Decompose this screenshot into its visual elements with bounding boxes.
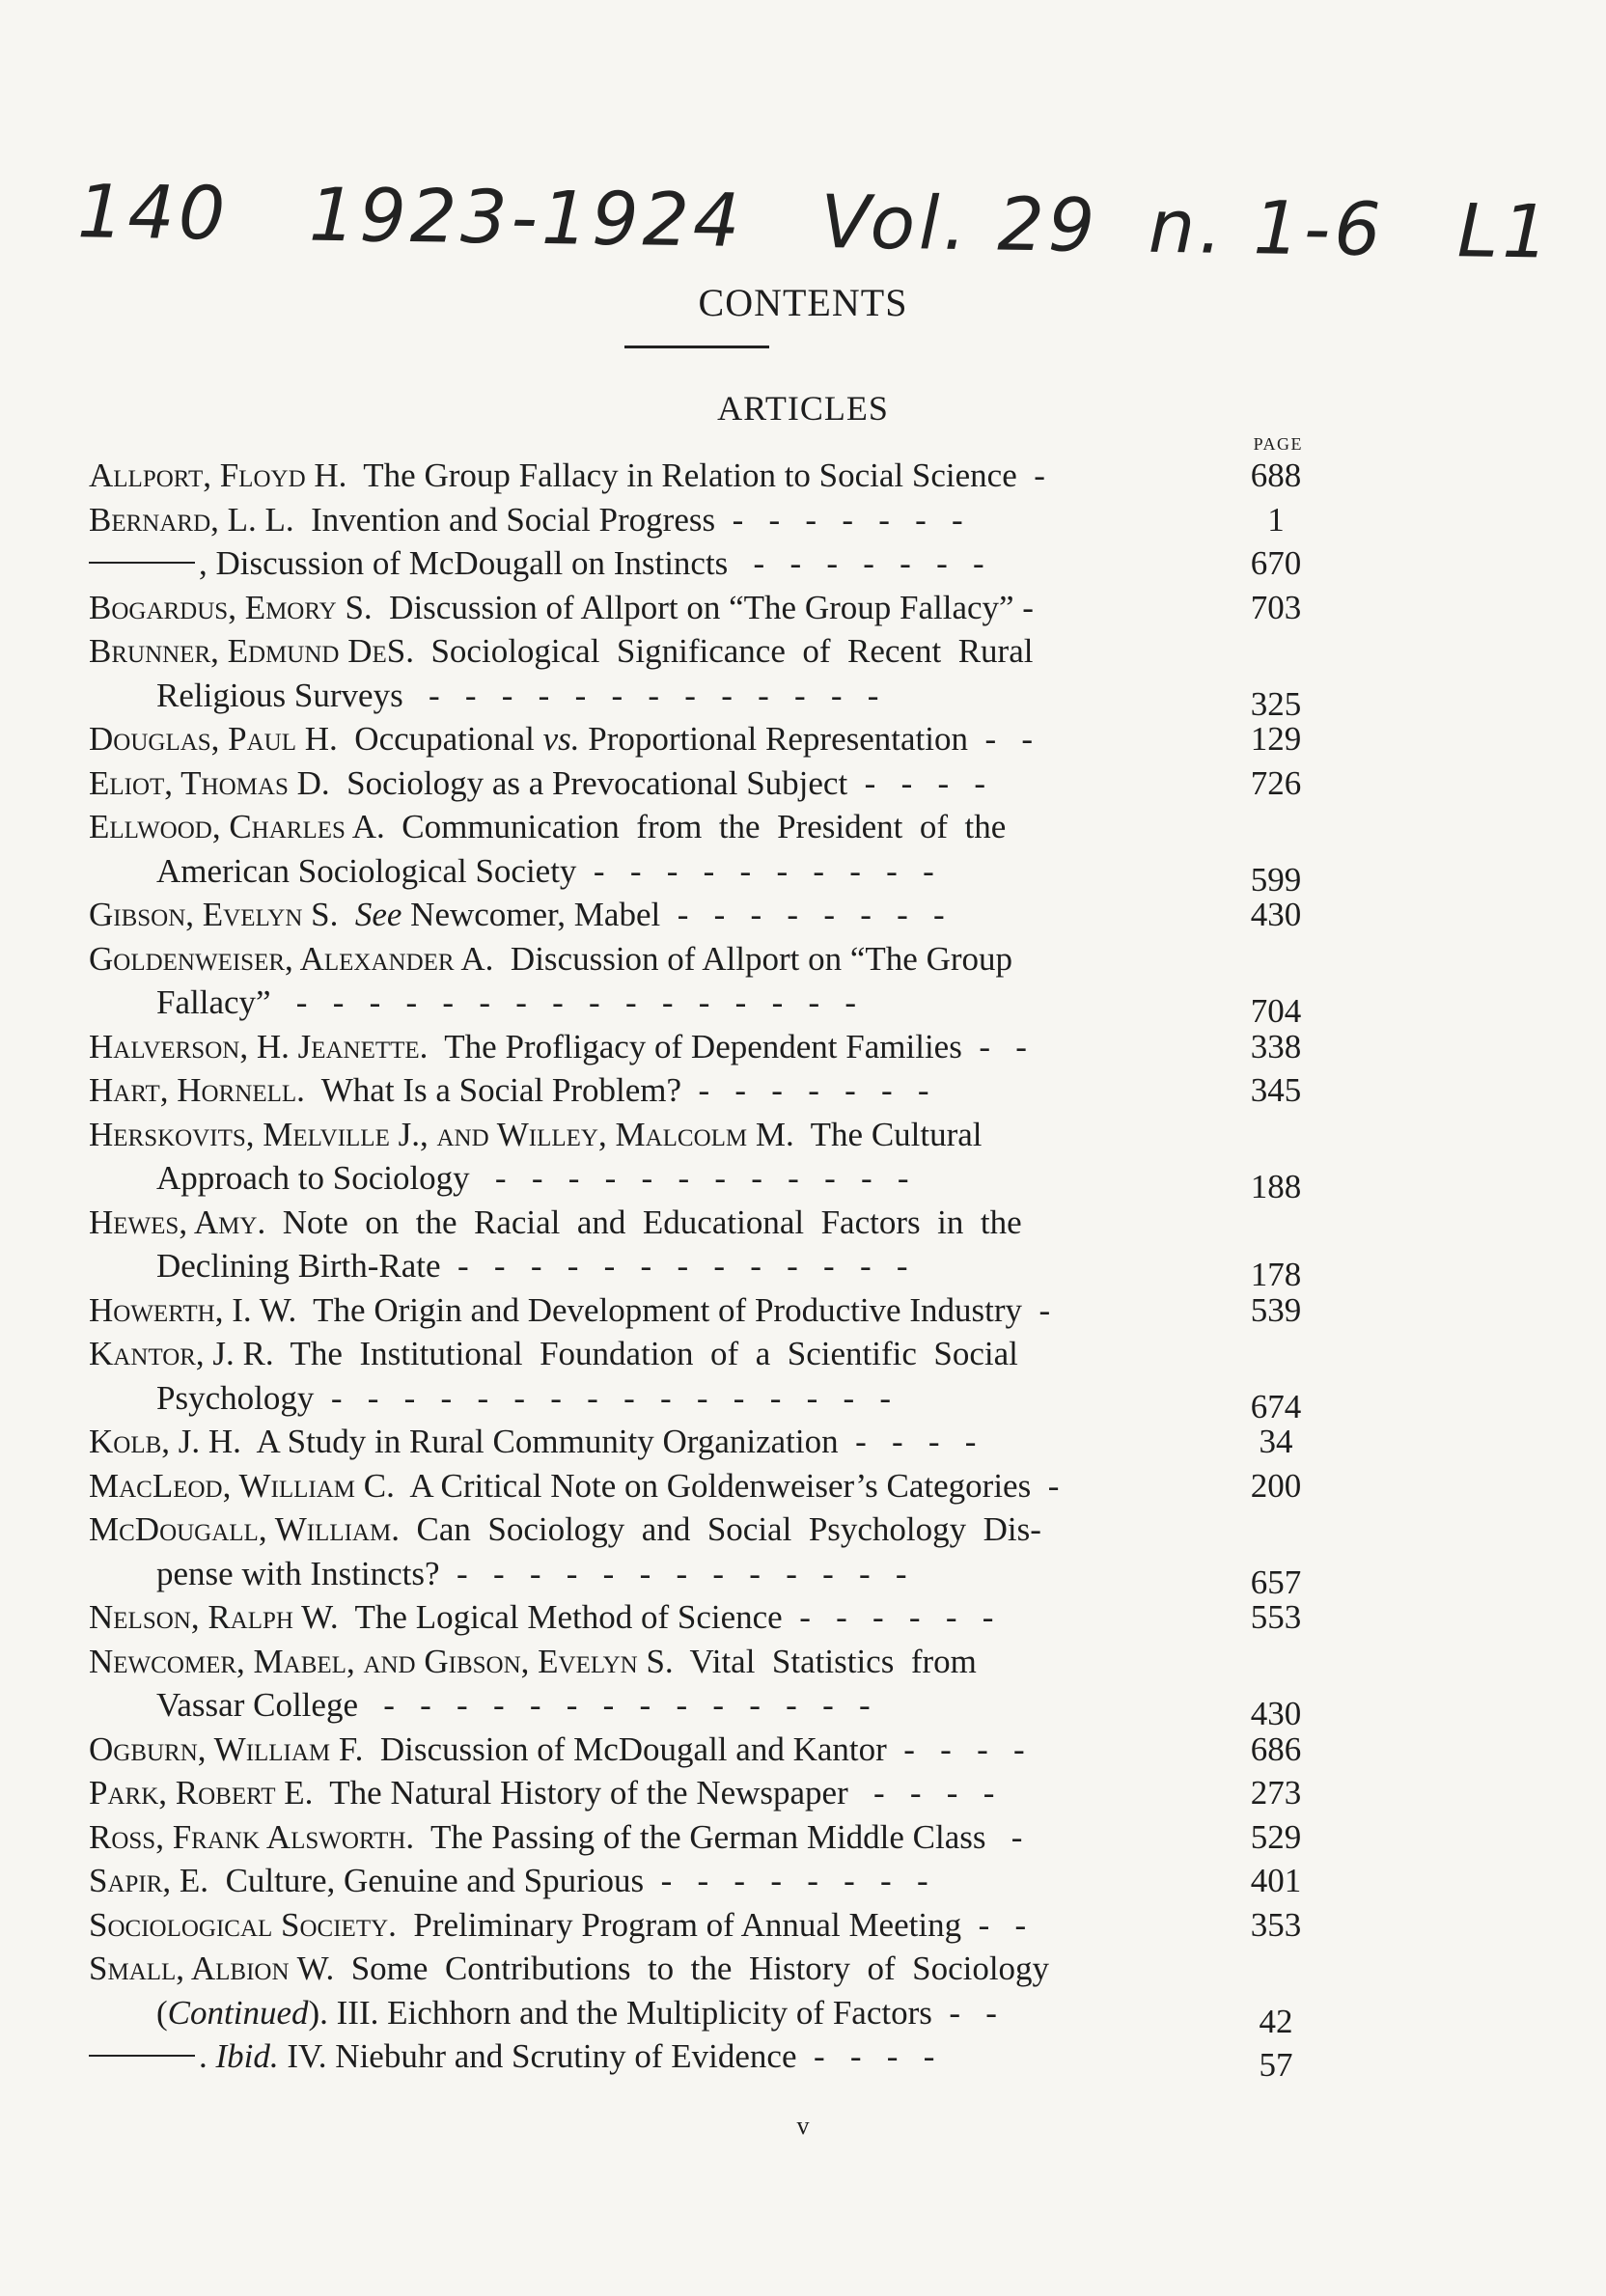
contents-line	[89, 454, 1305, 498]
article-text: Vassar College - - - - - - - - - - - - - -	[156, 1686, 871, 1724]
page-number-cell: 353	[1250, 1905, 1302, 1944]
article-text: Sociological Significance of Recent Rural	[413, 632, 1034, 670]
page-number-cell: 42	[1259, 2002, 1293, 2040]
author-name: Goldenweiser, Alexander A.	[89, 939, 494, 978]
page-number-cell: 1	[1267, 500, 1285, 539]
contents-line	[89, 674, 1305, 723]
contents-line	[89, 893, 1305, 937]
contents-line	[89, 1903, 1305, 1948]
contents-line	[89, 1859, 1305, 1903]
contents-line	[89, 2034, 1305, 2084]
contents-line	[89, 981, 1305, 1030]
author-name: Park, Robert E.	[89, 1774, 314, 1812]
article-text: Discussion of McDougall and Kantor - - - -	[363, 1729, 1025, 1768]
author-name: Newcomer, Mabel, and Gibson, Evelyn S.	[89, 1642, 674, 1680]
article-text: Discussion of Allport on “The Group	[493, 939, 1012, 978]
page-number-cell: 34	[1259, 1423, 1293, 1460]
article-text: .	[199, 2037, 216, 2075]
contents-list	[89, 454, 1305, 2084]
author-name: Howerth, I. W.	[89, 1290, 297, 1329]
page-column-heading: PAGE	[1253, 434, 1303, 454]
page-number-cell: 188	[1250, 1168, 1302, 1205]
contents-line	[89, 805, 1305, 849]
author-name: Gibson, Evelyn S.	[89, 896, 339, 933]
article-text: Ibid.	[215, 2037, 279, 2075]
page-number: v	[796, 2112, 810, 2140]
author-name: Bernard, L. L.	[89, 500, 294, 539]
page-number-cell: 539	[1250, 1290, 1302, 1329]
contents-line	[89, 717, 1305, 761]
article-text: American Sociological Society - - - - - - - - - -	[156, 851, 934, 890]
article-text: Newcomer, Mabel - - - - - - - -	[402, 896, 945, 933]
contents-line	[89, 1332, 1305, 1376]
contents-line	[89, 1113, 1305, 1157]
page-number-cell: 686	[1250, 1729, 1302, 1768]
page-number-cell: 688	[1250, 456, 1302, 494]
article-text: Proportional Representation - -	[579, 720, 1034, 758]
contents-line	[89, 1771, 1305, 1815]
page-number-cell: 430	[1250, 1695, 1302, 1732]
article-text: Declining Birth-Rate - - - - - - - - - - - - -	[156, 1247, 908, 1285]
article-text: vs.	[542, 720, 580, 758]
article-text: See	[354, 896, 402, 933]
article-text: Communication from the President of the	[384, 808, 1007, 845]
author-name: McDougall, William.	[89, 1510, 400, 1548]
handwritten-call-number	[76, 158, 1564, 294]
page-number-cell: 401	[1250, 1862, 1302, 1899]
page-number-cell: 599	[1250, 860, 1302, 899]
contents-line	[89, 1947, 1305, 1991]
article-text: The Group Fallacy in Relation to Social Science -	[346, 456, 1045, 494]
article-text: The Passing of the German Middle Class -	[414, 1817, 1023, 1856]
page-number-cell: 57	[1259, 2046, 1293, 2084]
article-text: The Profligacy of Dependent Families - -	[428, 1027, 1027, 1065]
article-text: Note on the Racial and Educational Factors in the	[265, 1203, 1022, 1241]
article-text: Vital Statistics from	[673, 1642, 977, 1680]
contents-line	[89, 1728, 1305, 1772]
author-name: Sapir, E.	[89, 1862, 209, 1899]
page-number-cell: 670	[1250, 544, 1302, 582]
article-text: Preliminary Program of Annual Meeting - -	[396, 1905, 1027, 1944]
contents-line	[89, 849, 1305, 899]
article-text: Fallacy” - - - - - - - - - - - - - - - -	[156, 983, 857, 1021]
handwritten-part: L1	[1456, 187, 1554, 275]
page-number-cell: 703	[1250, 588, 1302, 626]
contents-line	[89, 1640, 1305, 1684]
article-text: The Logical Method of Science - - - - - -	[338, 1598, 994, 1636]
author-name: Bogardus, Emory S.	[89, 588, 373, 626]
page-title: CONTENTS	[698, 281, 908, 324]
article-text: What Is a Social Problem? - - - - - - -	[304, 1071, 929, 1109]
ditto-dash	[89, 562, 195, 564]
page-number-cell: 273	[1250, 1774, 1302, 1812]
contents-line	[89, 1683, 1305, 1732]
title-rule	[624, 346, 769, 348]
contents-line	[89, 937, 1305, 982]
article-text: IV. Niebuhr and Scrutiny of Evidence - - - -	[278, 2037, 935, 2075]
page-number-cell: 178	[1250, 1256, 1302, 1293]
article-text: A Study in Rural Community Organization - - - -	[240, 1423, 977, 1460]
author-name: Halverson, H. Jeanette.	[89, 1027, 429, 1065]
article-text: ). III. Eichhorn and the Multiplicity of Factors - -	[308, 1993, 997, 2032]
author-name: Sociological Society.	[89, 1905, 397, 1944]
article-text	[338, 896, 355, 933]
article-text: The Cultural	[793, 1115, 983, 1153]
page-number-cell: 345	[1250, 1071, 1302, 1109]
contents-line	[89, 1156, 1305, 1205]
article-text: Sociology as a Prevocational Subject - - - -	[329, 763, 986, 802]
contents-line	[89, 586, 1305, 630]
author-name: Kantor, J. R.	[89, 1335, 274, 1372]
contents-line	[89, 1025, 1305, 1069]
article-text: The Institutional Foundation of a Scientific Social	[273, 1335, 1018, 1372]
page-number-cell: 529	[1250, 1817, 1302, 1856]
contents-line	[89, 1068, 1305, 1113]
section-heading: ARTICLES	[717, 389, 889, 428]
article-text: Occupational	[337, 720, 543, 758]
article-text: A Critical Note on Goldenweiser’s Categories -	[394, 1466, 1060, 1505]
handwritten-part: 1923-1924	[308, 171, 744, 263]
page-number-cell: 430	[1250, 896, 1302, 933]
author-name: Small, Albion W.	[89, 1950, 335, 1987]
ditto-dash	[89, 2055, 195, 2057]
contents-line	[89, 761, 1305, 806]
article-text: Approach to Sociology - - - - - - - - - - - -	[156, 1159, 909, 1197]
author-name: Brunner, Edmund DeS.	[89, 632, 414, 670]
author-name: Ross, Frank Alsworth.	[89, 1817, 415, 1856]
handwritten-part: n. 1-6	[1148, 182, 1386, 273]
author-name: Allport, Floyd H.	[89, 456, 347, 494]
article-text: Discussion of Allport on “The Group Fallacy” -	[372, 588, 1034, 626]
article-text: (	[156, 1993, 168, 2032]
author-name: Herskovits, Melville J., and Willey, Malcolm M.	[89, 1115, 794, 1153]
author-name: Eliot, Thomas D.	[89, 763, 330, 802]
author-name: Nelson, Ralph W.	[89, 1598, 339, 1636]
contents-line	[89, 541, 1305, 586]
article-text: Invention and Social Progress - - - - - - -	[293, 500, 963, 539]
article-text: pense with Instincts? - - - - - - - - - - - - -	[156, 1554, 907, 1592]
contents-line	[89, 1595, 1305, 1640]
author-name: Ogburn, William F.	[89, 1729, 364, 1768]
article-text: Culture, Genuine and Spurious - - - - - - - -	[208, 1862, 928, 1899]
article-text: Religious Surveys - - - - - - - - - - - - -	[156, 676, 879, 714]
article-text: Continued	[167, 1993, 309, 2032]
page-number-cell: 704	[1250, 992, 1302, 1030]
page-number-cell: 674	[1250, 1387, 1302, 1425]
contents-line	[89, 1288, 1305, 1333]
contents-line	[89, 1508, 1305, 1552]
article-text: Can Sociology and Social Psychology Dis-	[399, 1510, 1041, 1548]
author-name: Ellwood, Charles A.	[89, 808, 385, 845]
article-text: Psychology - - - - - - - - - - - - - - - -	[156, 1378, 892, 1417]
contents-line	[89, 629, 1305, 674]
article-text: , Discussion of McDougall on Instincts - - - - - - -	[199, 544, 984, 582]
contents-line	[89, 1244, 1305, 1293]
author-name: Kolb, J. H.	[89, 1423, 241, 1460]
contents-line	[89, 1815, 1305, 1860]
article-text: The Origin and Development of Productive Industry -	[296, 1290, 1051, 1329]
handwritten-part: Vol. 29	[819, 179, 1099, 269]
article-text: The Natural History of the Newspaper - - - -	[313, 1774, 995, 1812]
handwritten-part: 140	[76, 168, 230, 257]
author-name: MacLeod, William C.	[89, 1466, 395, 1505]
page-number-cell: 338	[1250, 1027, 1302, 1065]
contents-line	[89, 1464, 1305, 1508]
contents-line	[89, 1991, 1305, 2040]
contents-line	[89, 1552, 1305, 1601]
page-number-cell: 325	[1250, 684, 1302, 723]
article-text: Some Contributions to the History of Sociology	[334, 1950, 1050, 1987]
contents-line	[89, 498, 1305, 542]
contents-line	[89, 1201, 1305, 1245]
author-name: Hart, Hornell.	[89, 1071, 305, 1109]
contents-line	[89, 1376, 1305, 1425]
author-name: Douglas, Paul H.	[89, 720, 338, 758]
page-number-cell: 553	[1250, 1598, 1302, 1636]
page-number-cell: 129	[1250, 720, 1302, 758]
page-number-cell: 200	[1250, 1466, 1302, 1505]
author-name: Hewes, Amy.	[89, 1203, 266, 1241]
page-number-cell: 657	[1250, 1563, 1302, 1601]
page-number-cell: 726	[1250, 763, 1302, 802]
contents-line	[89, 1420, 1305, 1464]
